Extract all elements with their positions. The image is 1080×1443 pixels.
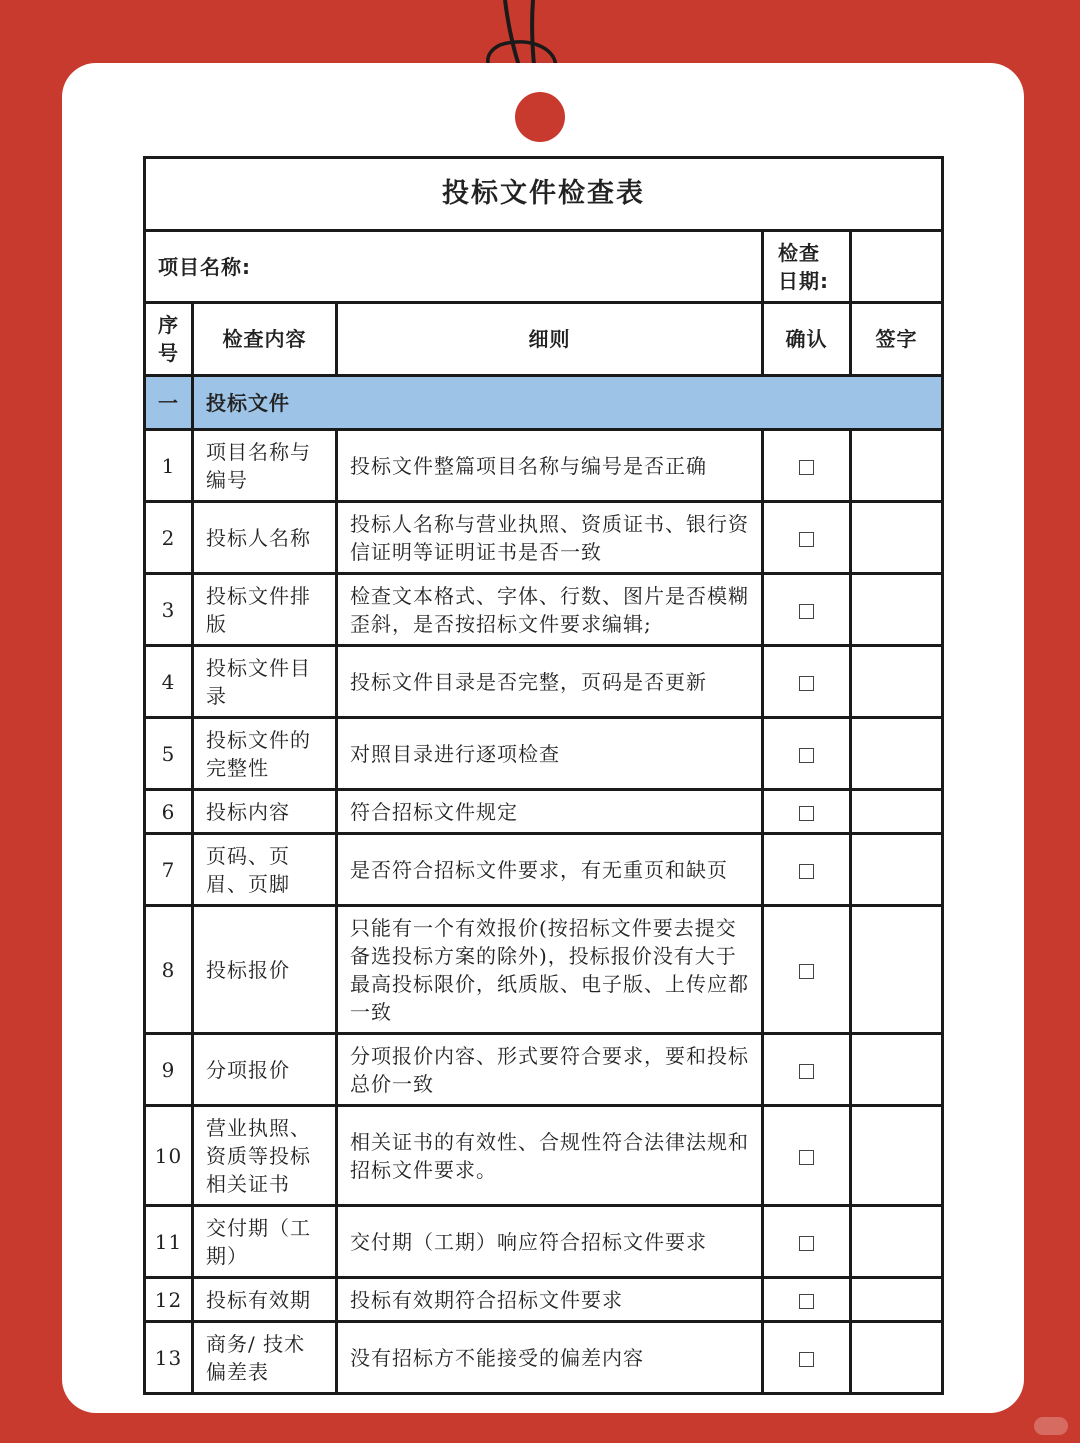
row-number: 9 xyxy=(145,1034,193,1106)
row-number: 8 xyxy=(145,906,193,1034)
confirm-checkbox[interactable] xyxy=(799,604,814,619)
confirm-cell xyxy=(763,646,851,718)
page-title: 投标文件检查表 xyxy=(145,158,943,231)
check-item: 营业执照、资质等投标相关证书 xyxy=(193,1106,337,1206)
sign-cell[interactable] xyxy=(851,1106,943,1206)
check-item: 投标文件目录 xyxy=(193,646,337,718)
row-number: 6 xyxy=(145,790,193,834)
row-number: 2 xyxy=(145,502,193,574)
check-detail: 分项报价内容、形式要符合要求，要和投标总价一致 xyxy=(337,1034,763,1106)
row-number: 5 xyxy=(145,718,193,790)
checklist-row xyxy=(145,1206,943,1278)
checklist-row xyxy=(145,790,943,834)
confirm-cell xyxy=(763,502,851,574)
sign-cell[interactable] xyxy=(851,1034,943,1106)
row-number: 4 xyxy=(145,646,193,718)
confirm-checkbox[interactable] xyxy=(799,1150,814,1165)
check-detail: 投标文件整篇项目名称与编号是否正确 xyxy=(337,430,763,502)
confirm-cell xyxy=(763,834,851,906)
sign-cell[interactable] xyxy=(851,834,943,906)
row-number: 10 xyxy=(145,1106,193,1206)
check-detail: 相关证书的有效性、合规性符合法律法规和招标文件要求。 xyxy=(337,1106,763,1206)
confirm-checkbox[interactable] xyxy=(799,676,814,691)
sign-cell[interactable] xyxy=(851,1278,943,1322)
check-detail: 检查文本格式、字体、行数、图片是否模糊歪斜，是否按招标文件要求编辑; xyxy=(337,574,763,646)
section-no: 一 xyxy=(145,376,193,430)
row-number: 7 xyxy=(145,834,193,906)
check-detail: 没有招标方不能接受的偏差内容 xyxy=(337,1322,763,1394)
confirm-cell xyxy=(763,1278,851,1322)
check-detail: 只能有一个有效报价(按招标文件要去提交备选投标方案的除外)，投标报价没有大于最高投标限价，纸质版、电子版、上传应都一致 xyxy=(337,906,763,1034)
confirm-cell xyxy=(763,1322,851,1394)
confirm-cell xyxy=(763,1034,851,1106)
check-item: 投标文件的完整性 xyxy=(193,718,337,790)
checklist-row xyxy=(145,1322,943,1394)
header-item: 检查内容 xyxy=(193,303,337,376)
header-detail: 细则 xyxy=(337,303,763,376)
check-item: 分项报价 xyxy=(193,1034,337,1106)
check-date-value[interactable] xyxy=(851,231,943,303)
check-item: 投标有效期 xyxy=(193,1278,337,1322)
check-item: 商务/ 技术偏差表 xyxy=(193,1322,337,1394)
sign-cell[interactable] xyxy=(851,646,943,718)
confirm-cell xyxy=(763,718,851,790)
check-detail: 交付期（工期）响应符合招标文件要求 xyxy=(337,1206,763,1278)
sign-cell[interactable] xyxy=(851,1206,943,1278)
check-detail: 投标有效期符合招标文件要求 xyxy=(337,1278,763,1322)
confirm-checkbox[interactable] xyxy=(799,532,814,547)
check-item: 投标人名称 xyxy=(193,502,337,574)
confirm-checkbox[interactable] xyxy=(799,460,814,475)
confirm-cell xyxy=(763,1206,851,1278)
confirm-cell xyxy=(763,1106,851,1206)
check-date-label: 检查 日期: xyxy=(763,231,851,303)
check-item: 页码、页眉、页脚 xyxy=(193,834,337,906)
check-detail: 投标文件目录是否完整，页码是否更新 xyxy=(337,646,763,718)
bid-checklist-table xyxy=(143,156,944,1395)
watermark xyxy=(1034,1417,1068,1435)
confirm-checkbox[interactable] xyxy=(799,1294,814,1309)
check-detail: 投标人名称与营业执照、资质证书、银行资信证明等证明证书是否一致 xyxy=(337,502,763,574)
row-number: 11 xyxy=(145,1206,193,1278)
header-confirm: 确认 xyxy=(763,303,851,376)
sign-cell[interactable] xyxy=(851,790,943,834)
check-detail: 是否符合招标文件要求，有无重页和缺页 xyxy=(337,834,763,906)
sign-cell[interactable] xyxy=(851,430,943,502)
header-no: 序 号 xyxy=(145,303,193,376)
header-sign: 签字 xyxy=(851,303,943,376)
checklist-row xyxy=(145,834,943,906)
check-item: 投标报价 xyxy=(193,906,337,1034)
confirm-checkbox[interactable] xyxy=(799,1352,814,1367)
checklist-row xyxy=(145,1034,943,1106)
confirm-checkbox[interactable] xyxy=(799,1236,814,1251)
check-detail: 符合招标文件规定 xyxy=(337,790,763,834)
project-name-label: 项目名称: xyxy=(145,231,763,303)
sign-cell[interactable] xyxy=(851,502,943,574)
confirm-cell xyxy=(763,790,851,834)
row-number: 12 xyxy=(145,1278,193,1322)
section-name: 投标文件 xyxy=(193,376,943,430)
check-item: 投标内容 xyxy=(193,790,337,834)
check-item: 交付期（工期） xyxy=(193,1206,337,1278)
confirm-cell xyxy=(763,574,851,646)
row-number: 3 xyxy=(145,574,193,646)
confirm-checkbox[interactable] xyxy=(799,806,814,821)
confirm-checkbox[interactable] xyxy=(799,964,814,979)
checklist-row xyxy=(145,906,943,1034)
confirm-checkbox[interactable] xyxy=(799,864,814,879)
checklist-row xyxy=(145,1278,943,1322)
check-detail: 对照目录进行逐项检查 xyxy=(337,718,763,790)
checklist-row xyxy=(145,502,943,574)
sign-cell[interactable] xyxy=(851,1322,943,1394)
confirm-cell xyxy=(763,906,851,1034)
sign-cell[interactable] xyxy=(851,718,943,790)
sign-cell[interactable] xyxy=(851,906,943,1034)
hang-hole xyxy=(515,92,565,142)
confirm-checkbox[interactable] xyxy=(799,1064,814,1079)
row-number: 1 xyxy=(145,430,193,502)
checklist-row xyxy=(145,430,943,502)
checklist-row xyxy=(145,718,943,790)
checklist-row xyxy=(145,646,943,718)
confirm-checkbox[interactable] xyxy=(799,748,814,763)
sign-cell[interactable] xyxy=(851,574,943,646)
checklist-row xyxy=(145,1106,943,1206)
checklist-row xyxy=(145,574,943,646)
check-item: 项目名称与编号 xyxy=(193,430,337,502)
check-item: 投标文件排版 xyxy=(193,574,337,646)
confirm-cell xyxy=(763,430,851,502)
row-number: 13 xyxy=(145,1322,193,1394)
